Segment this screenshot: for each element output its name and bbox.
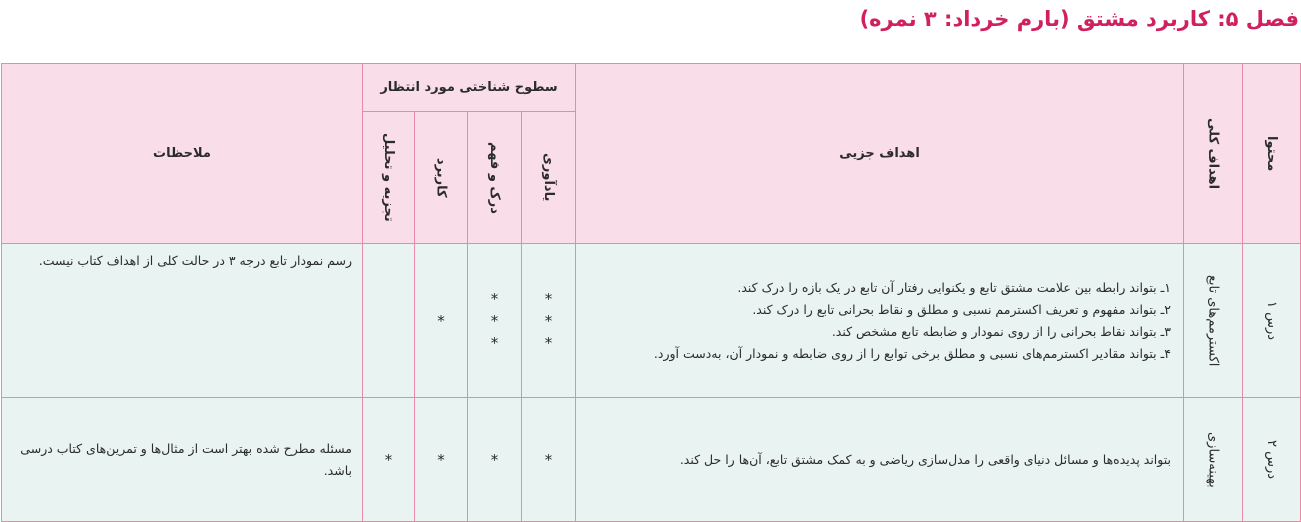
header-level-analysis: تجزیه و تحلیل: [363, 112, 415, 244]
objective-item: بتواند پدیده‌ها و مسائل دنیای واقعی را مدل‌سازی ریاضی و به کمک مشتق تابع، آن‌ها را حل کند.: [679, 451, 1171, 467]
general-goal-cell: اکسترمم‌های تابع: [1184, 244, 1243, 398]
header-notes: ملاحظات: [2, 64, 363, 244]
objective-item: ۱ـ بتواند رابطه بین علامت مشتق تابع و یکنوایی رفتار آن تابع در یک بازه را درک کند.: [737, 279, 1171, 295]
note-cell: رسم نمودار تابع درجه ۳ در حالت کلی از اهداف کتاب نیست.: [2, 244, 363, 398]
header-general-goals: اهداف کلی: [1184, 64, 1243, 244]
mark-recall: *: [522, 398, 576, 522]
objective-item: ۴ـ بتواند مقادیر اکسترمم‌های نسبی و مطلق برخی توابع را از روی ضابطه و نمودار آن، به‌دست آورد.: [653, 345, 1171, 361]
content-cell: درس ۲: [1243, 398, 1301, 522]
header-level-recall: یادآوری: [522, 112, 576, 244]
table-row: [2, 244, 1301, 398]
objectives-cell: [576, 398, 1184, 522]
objectives-cell: [576, 244, 1184, 398]
mark-application: *: [415, 398, 468, 522]
header-level-understanding: درک و فهم: [468, 112, 522, 244]
mark-understanding: * * *: [468, 244, 522, 398]
mark-understanding: *: [468, 398, 522, 522]
header-content: محتوا: [1243, 64, 1301, 244]
content-cell: درس ۱: [1243, 244, 1301, 398]
header-specific-goals: اهداف جزیی: [576, 64, 1184, 244]
mark-analysis: *: [363, 398, 415, 522]
header-cognitive-levels: سطوح شناختی مورد انتظار: [363, 64, 576, 112]
objectives-table: [1, 63, 1301, 522]
mark-application: *: [415, 244, 468, 398]
mark-analysis: [363, 244, 415, 398]
chapter-title: فصل ۵: کاربرد مشتق (بارم خرداد: ۳ نمره): [859, 7, 1299, 31]
objective-item: ۳ـ بتواند نقاط بحرانی را از روی نمودار و ضابطه تابع مشخص کند.: [831, 323, 1171, 339]
general-goal-cell: بهینه‌سازی: [1184, 398, 1243, 522]
table-row: [2, 398, 1301, 522]
header-level-application: کاربرد: [415, 112, 468, 244]
note-cell: مسئله مطرح شده بهتر است از مثال‌ها و تمرین‌های کتاب درسی باشد.: [2, 398, 363, 522]
mark-recall: * * *: [522, 244, 576, 398]
objective-item: ۲ـ بتواند مفهوم و تعریف اکسترمم نسبی و مطلق و نقاط بحرانی تابع را درک کند.: [752, 301, 1171, 317]
